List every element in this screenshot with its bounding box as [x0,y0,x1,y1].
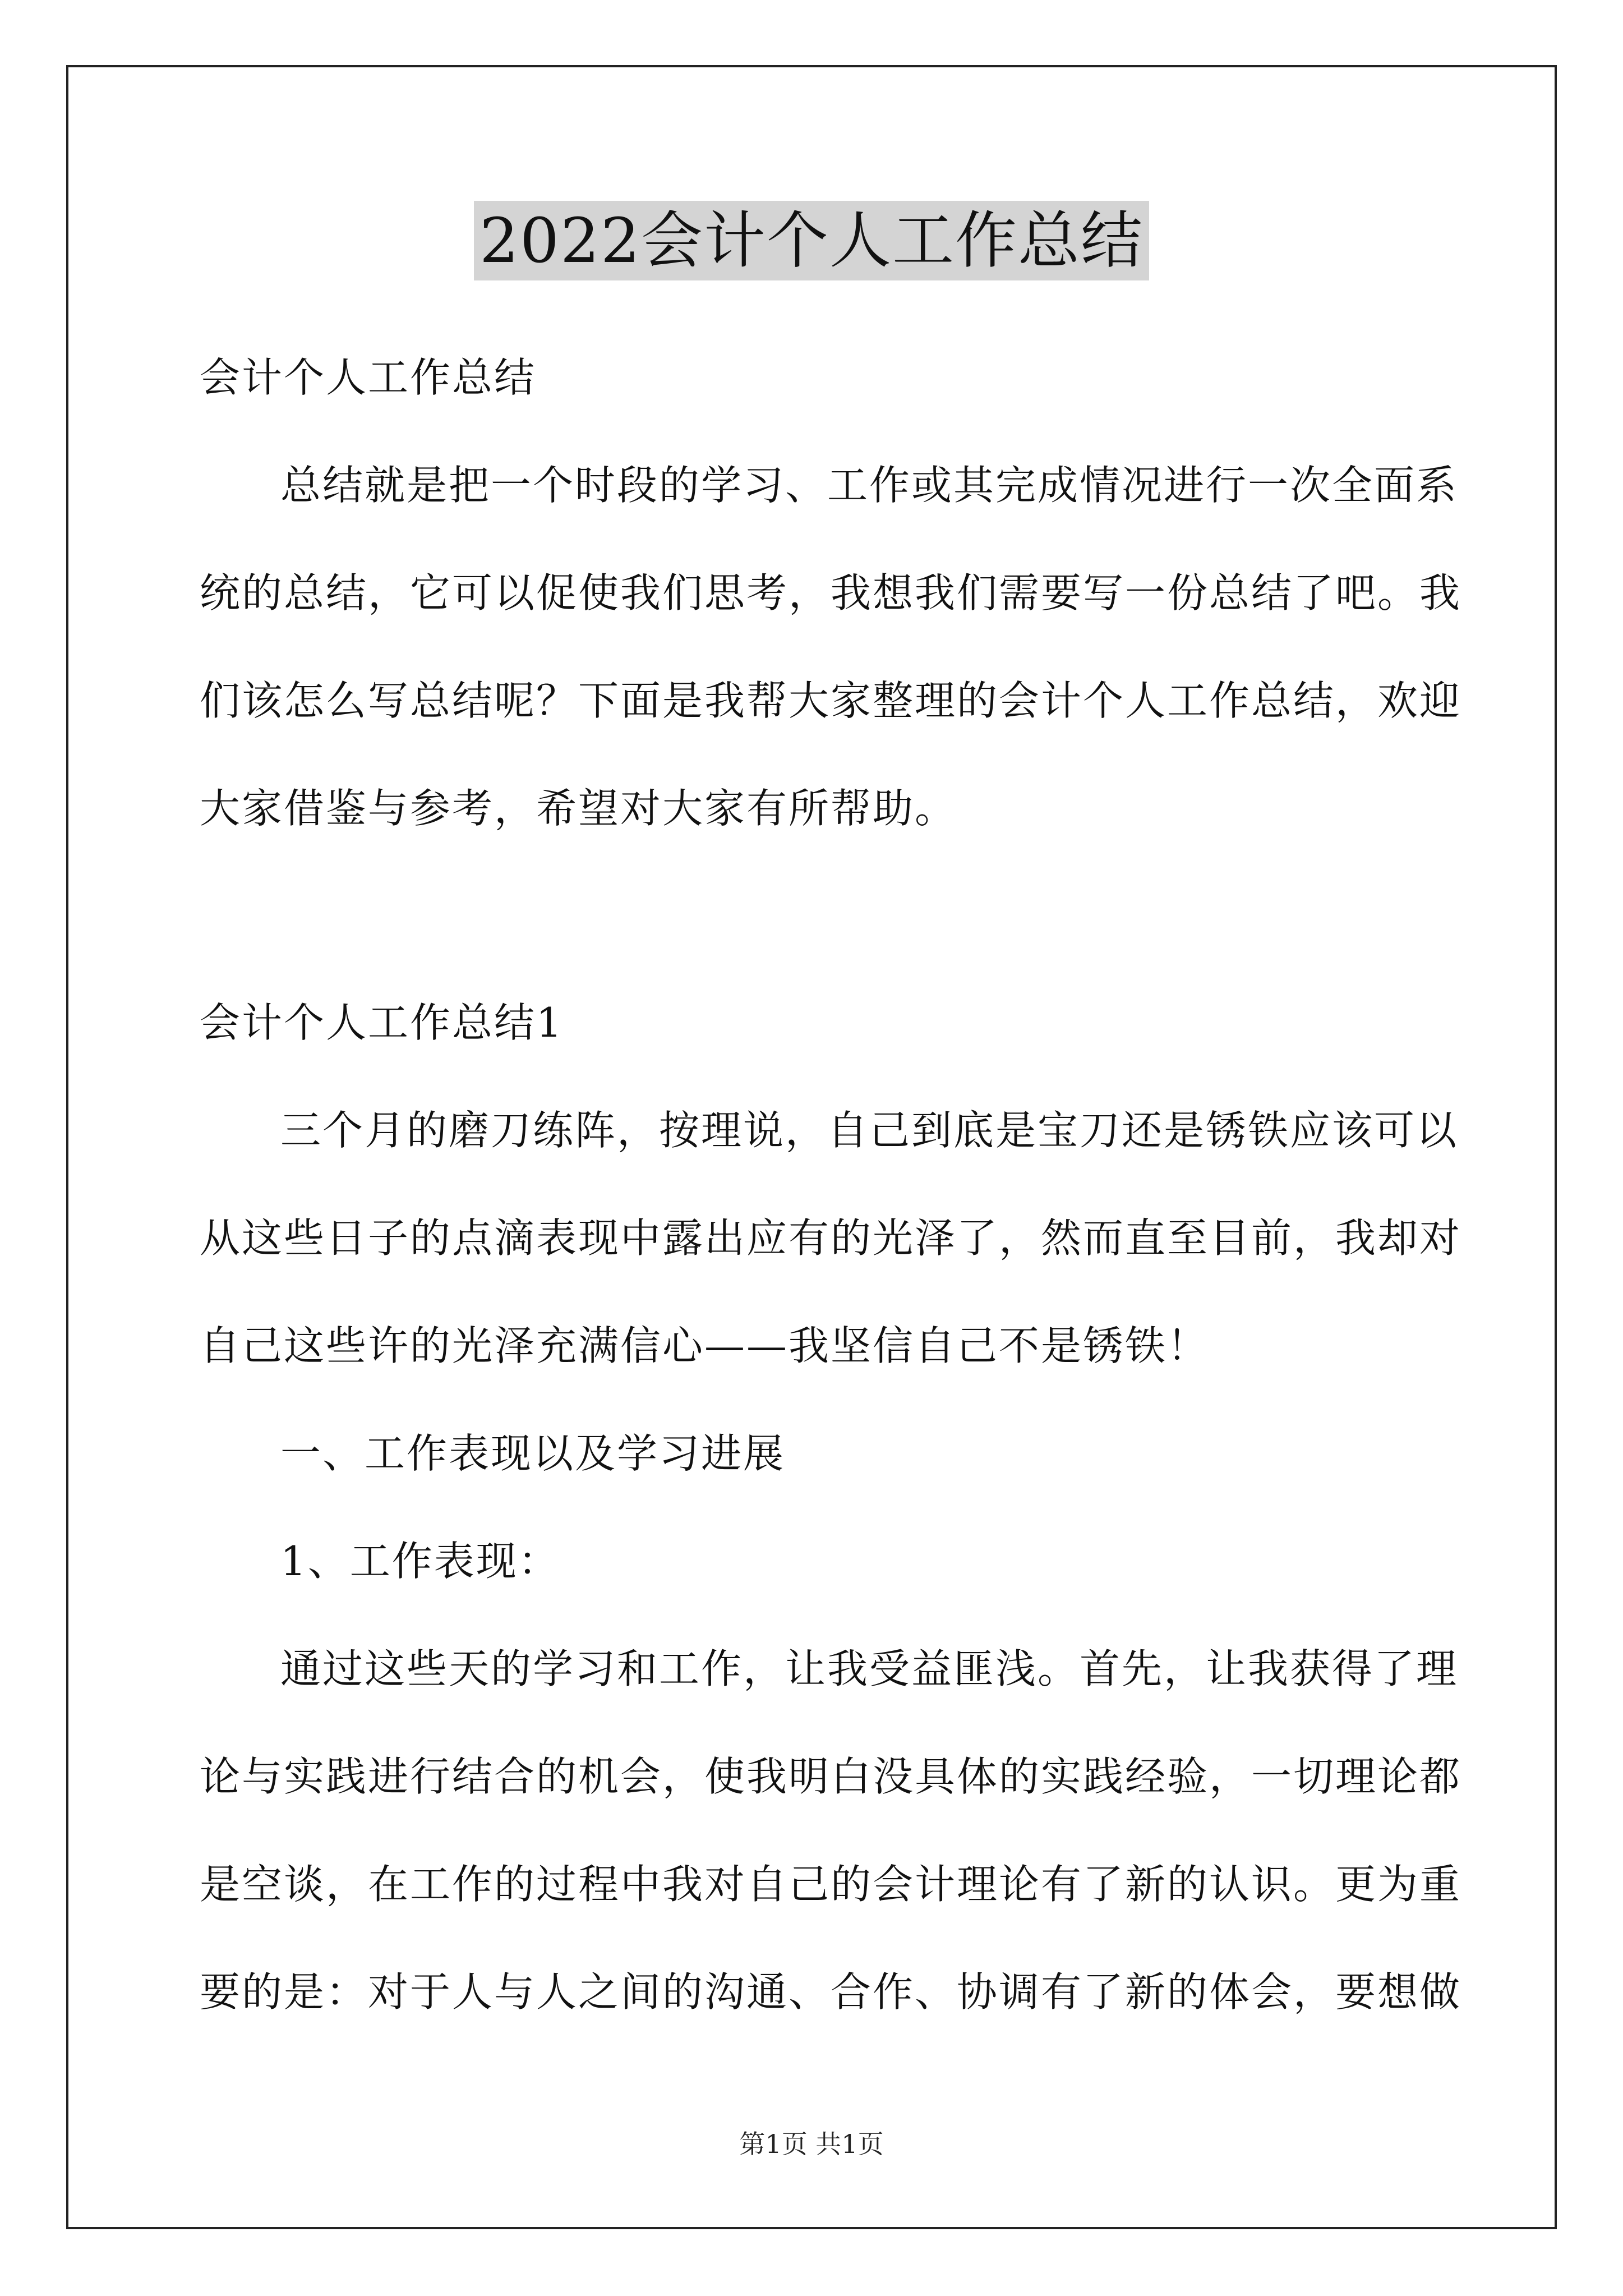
page-footer: 第1页 共1页 [739,2129,884,2159]
work-line: 论与实践进行结合的机会，使我明白没具体的实践经验，一切理论都 [200,1753,1462,1800]
document-title: 2022会计个人工作总结 [474,201,1149,280]
work-line: 是空谈，在工作的过程中我对自己的会计理论有了新的认识。更为重 [200,1861,1462,1908]
intro-line: 大家借鉴与参考，希望对大家有所帮助。 [200,785,957,832]
intro-line: 统的总结，它可以促使我们思考，我想我们需要写一份总结了吧。我 [200,569,1462,616]
document-subtitle: 会计个人工作总结 [200,354,537,401]
title-container [0,201,1623,280]
intro-line: 们该怎么写总结呢？下面是我帮大家整理的会计个人工作总结，欢迎 [200,677,1462,724]
heading-level-2: 1、工作表现： [280,1538,560,1585]
section-line: 从这些日子的点滴表现中露出应有的光泽了，然而直至目前，我却对 [200,1214,1462,1262]
heading-level-1: 一、工作表现以及学习进展 [280,1430,786,1477]
section-line: 自己这些许的光泽充满信心——我坚信自己不是锈铁！ [200,1322,1210,1369]
work-line: 通过这些天的学习和工作，让我受益匪浅。首先，让我获得了理 [280,1645,1459,1692]
section-heading: 会计个人工作总结1 [200,999,564,1046]
work-line: 要的是：对于人与人之间的沟通、合作、协调有了新的体会，要想做 [200,1968,1462,2016]
section-line: 三个月的磨刀练阵，按理说，自己到底是宝刀还是锈铁应该可以 [280,1107,1459,1154]
intro-line: 总结就是把一个时段的学习、工作或其完成情况进行一次全面系 [280,462,1459,509]
